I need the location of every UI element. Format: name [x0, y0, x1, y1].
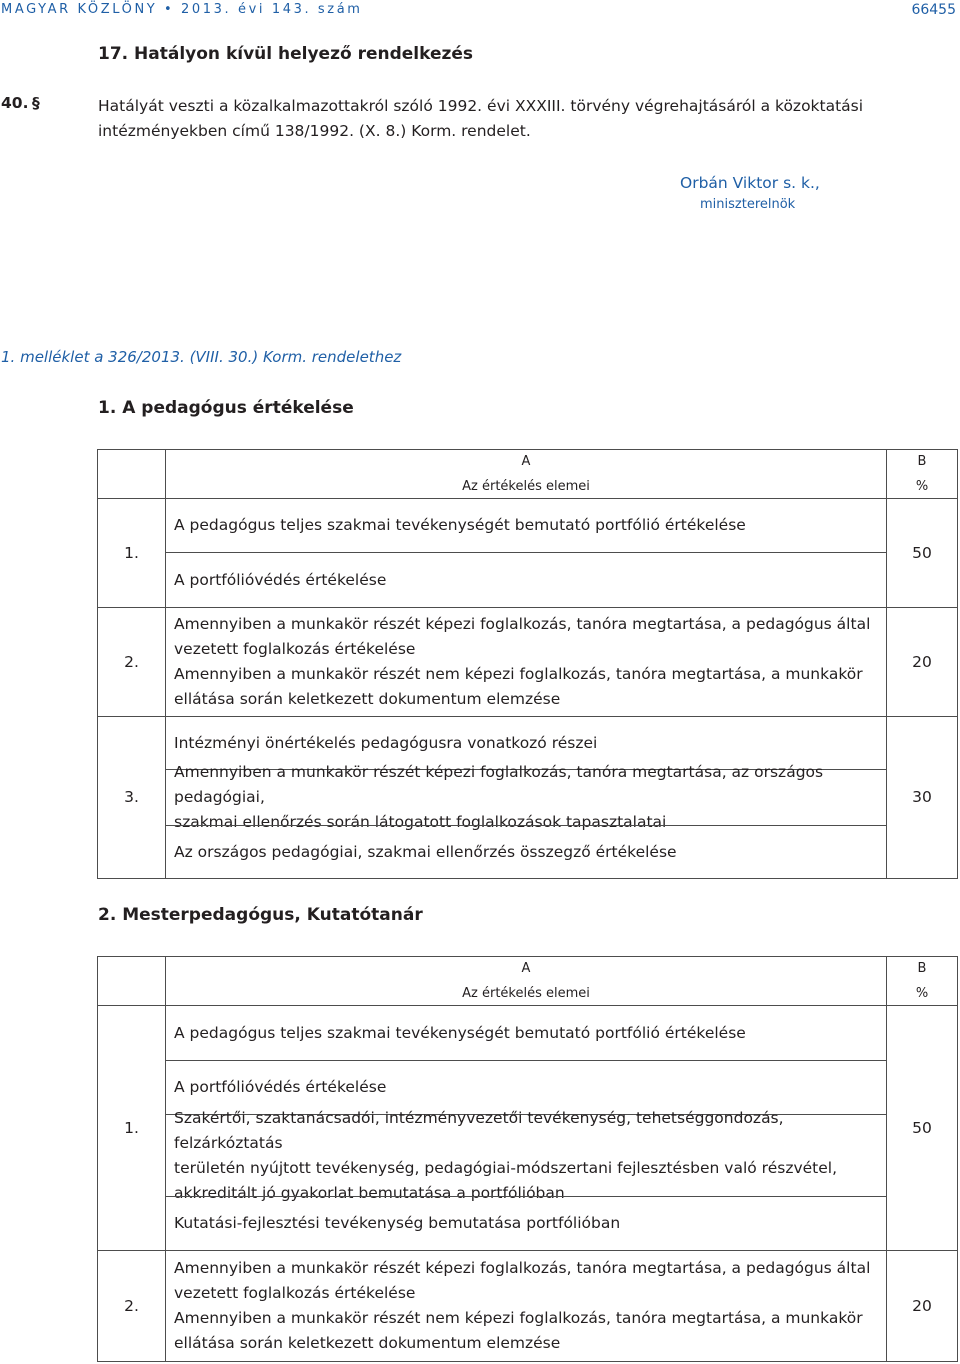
table-cell-text: Amennyiben a munkakör részét képezi foglalkozás, tanóra megtartása, a pedagógus által — [174, 615, 871, 633]
table-cell-text: ellátása során keletkezett dokumentum elemzése — [174, 1334, 561, 1352]
row-number: 2. — [124, 652, 139, 671]
table-cell-text: területén nyújtott tevékenység, pedagógiai-módszertani fejlesztésben való részvétel, — [174, 1158, 838, 1177]
table2-row1-item3 — [165, 1108, 887, 1202]
table-cell-text: akkreditált jó gyakorlat bemutatása a portfólióban — [174, 1183, 565, 1202]
table2-row1-number — [97, 1005, 166, 1251]
table1-header-col-b — [886, 449, 958, 499]
page-number: 66455 — [911, 2, 956, 18]
table2-row1-percent — [886, 1005, 958, 1251]
table1-col-b-label: % — [915, 479, 929, 494]
row-number: 1. — [124, 543, 139, 562]
table1-row1-percent — [886, 498, 958, 608]
table1-row2-percent — [886, 607, 958, 717]
annex-title: 1. melléklet a 326/2013. (VIII. 30.) Korm. rendelethez — [1, 348, 402, 366]
table1-col-b-letter: B — [917, 454, 927, 469]
table1-header-corner — [97, 449, 166, 499]
table1-row2-text — [165, 607, 887, 717]
table1-title: 1. A pedagógus értékelése — [98, 398, 354, 418]
table-cell-text: A portfólióvédés értékelése — [174, 1078, 387, 1096]
table-cell-text: Amennyiben a munkakör részét nem képezi foglalkozás, tanóra megtartása, a munkakör — [174, 665, 863, 683]
table2-row1-item1 — [165, 1005, 887, 1061]
table1-row3-percent — [886, 716, 958, 879]
paragraph-number: 40. — [1, 94, 29, 112]
row-number: 3. — [124, 788, 139, 806]
table-cell-text: vezetett foglalkozás értékelése — [174, 640, 416, 658]
table-cell-text: A portfólióvédés értékelése — [174, 570, 387, 589]
journal-header: MAGYAR KÖZLÖNY • 2013. évi 143. szám — [1, 2, 363, 17]
table-cell-text: A pedagógus teljes szakmai tevékenységét bemutató portfólió értékelése — [174, 1023, 746, 1042]
table2-col-a-letter: A — [521, 961, 531, 976]
table2-row2-percent — [886, 1250, 958, 1362]
table-cell-text: Amennyiben a munkakör részét képezi foglalkozás, tanóra megtartása, a pedagógus által — [174, 1259, 871, 1277]
table2-col-a-label: Az értékelés elemei — [462, 986, 590, 1001]
paragraph-text: Hatályát veszti a közalkalmazottakról szóló 1992. évi XXXIII. törvény végrehajtásáról a közoktatási intézményekben című 138/1992. (X. 8.) Korm. rendelet. — [98, 97, 864, 140]
percent-value: 20 — [912, 652, 932, 671]
section-title: 17. Hatályon kívül helyező rendelkezés — [98, 44, 474, 64]
table-cell-text: Szakértői, szaktanácsadói, intézményvezetői tevékenység, tehetséggondozás, felzárkóztatás — [174, 1108, 784, 1152]
table-cell-text: Kutatási-fejlesztési tevékenység bemutatása portfólióban — [174, 1214, 621, 1232]
table1-col-a-letter: A — [521, 454, 531, 469]
percent-value: 20 — [912, 1296, 932, 1315]
table2-row2-text — [165, 1250, 887, 1362]
table1-row3-item3 — [165, 825, 887, 879]
row-number: 1. — [124, 1118, 139, 1137]
table-cell-text: Intézményi önértékelés pedagógusra vonatkozó részei — [174, 733, 598, 752]
table2-row2-number — [97, 1250, 166, 1362]
percent-value: 50 — [912, 543, 932, 562]
table-cell-text: A pedagógus teljes szakmai tevékenységét bemutató portfólió értékelése — [174, 516, 746, 534]
table2-col-b-label: % — [915, 986, 929, 1001]
signature-name: Orbán Viktor s. k., — [680, 174, 820, 192]
section-symbol: § — [32, 94, 40, 112]
table-cell-text: szakmai ellenőrzés során látogatott foglalkozások tapasztalatai — [174, 813, 667, 831]
table1-row1-item1 — [165, 498, 887, 553]
table1-row1-item2 — [165, 552, 887, 608]
table2-title: 2. Mesterpedagógus, Kutatótanár — [98, 905, 423, 925]
table-cell-text: vezetett foglalkozás értékelése — [174, 1284, 416, 1302]
table1-row2-number — [97, 607, 166, 717]
table1-row1-number — [97, 498, 166, 608]
table1-col-a-label: Az értékelés elemei — [462, 479, 590, 494]
row-number: 2. — [124, 1296, 139, 1315]
percent-value: 30 — [912, 788, 932, 806]
table2-header-col-b — [886, 956, 958, 1006]
table2-col-b-letter: B — [917, 961, 927, 976]
table2-header-corner — [97, 956, 166, 1006]
table-cell-text: Amennyiben a munkakör részét nem képezi foglalkozás, tanóra megtartása, a munkakör — [174, 1309, 863, 1327]
table-cell-text: Amennyiben a munkakör részét képezi foglalkozás, tanóra megtartása, az országos pedagógiai, — [174, 763, 824, 806]
table2-row1-item4 — [165, 1196, 887, 1251]
percent-value: 50 — [912, 1118, 932, 1137]
table2-header-col-a — [165, 956, 887, 1006]
table1-row3-item2 — [165, 763, 887, 831]
table-cell-text: Az országos pedagógiai, szakmai ellenőrzés összegző értékelése — [174, 842, 677, 861]
table1-header-col-a — [165, 449, 887, 499]
table-cell-text: ellátása során keletkezett dokumentum elemzése — [174, 690, 561, 708]
table1-row3-number — [97, 716, 166, 879]
signature-role: miniszterelnök — [700, 197, 796, 212]
